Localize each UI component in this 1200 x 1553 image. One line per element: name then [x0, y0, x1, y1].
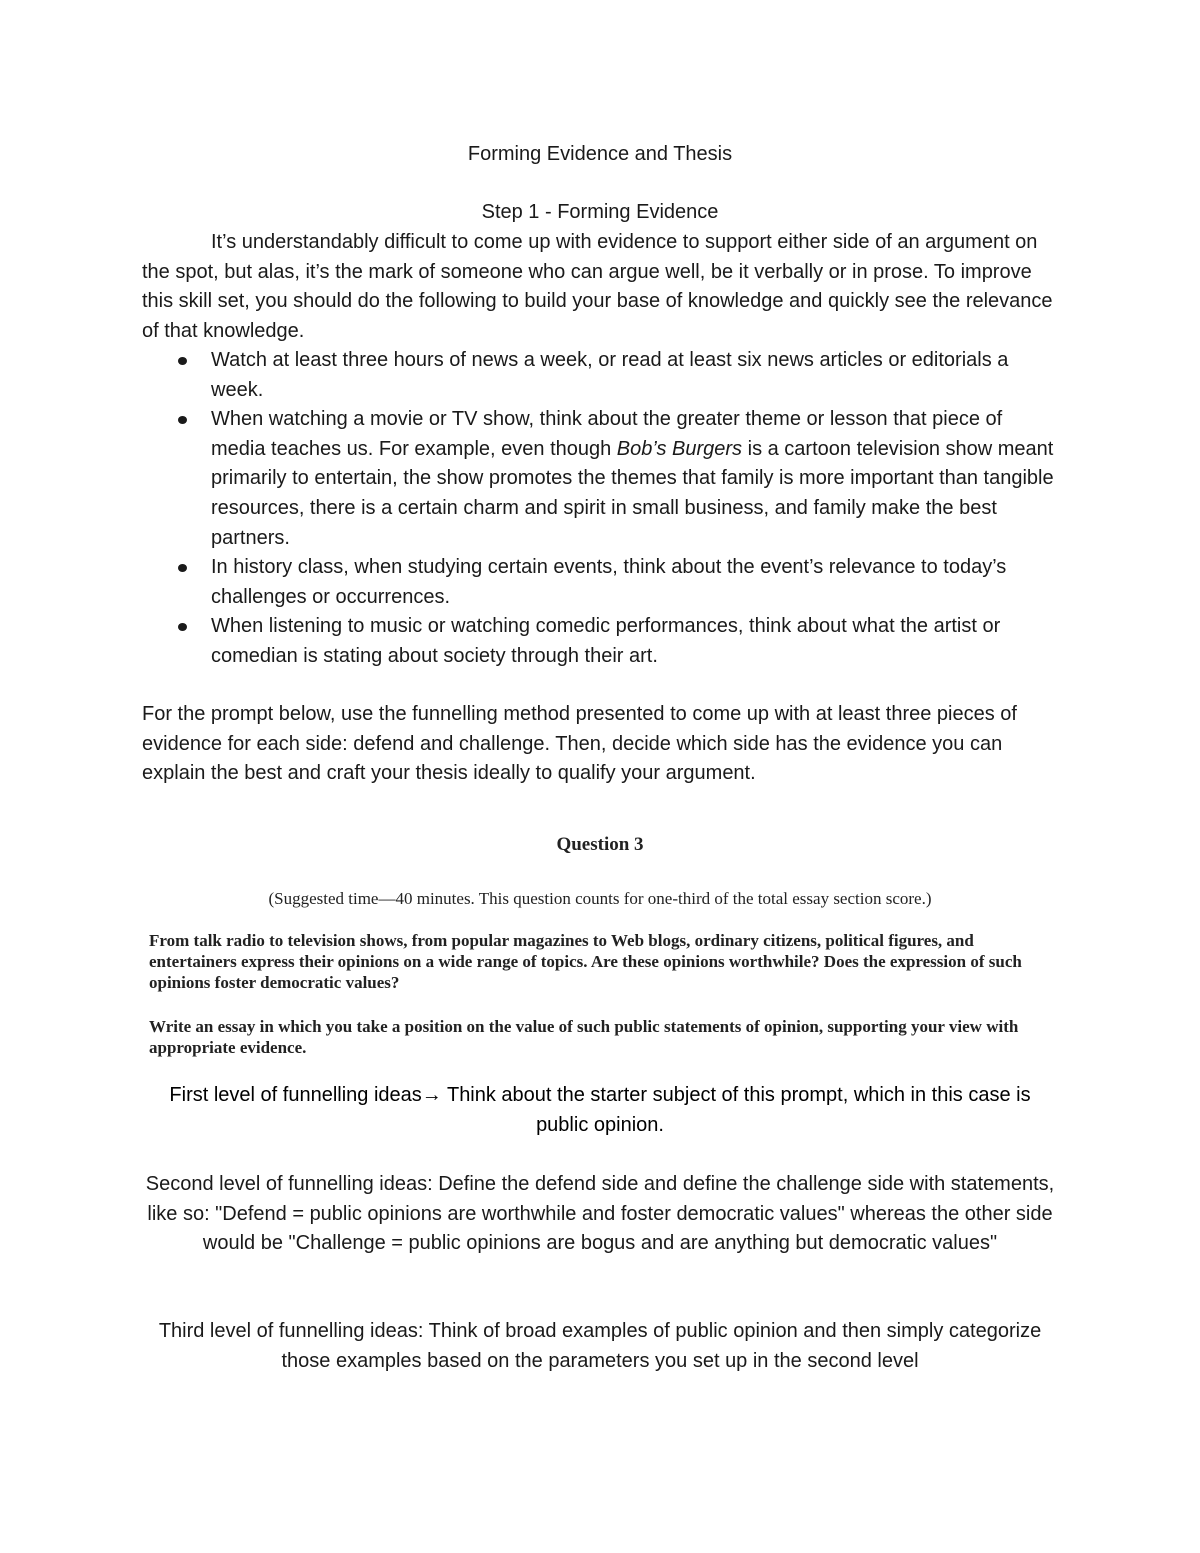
- second-level-funnelling: Second level of funnelling ideas: Define the defend side and define the challenge side with statements, like so: "Defend = public opinions are worthwhile and foster democratic values" whereas the other side would be "Challenge = public opinions are bogus and are anything but democratic values": [145, 1173, 1055, 1255]
- bullet-text-post: is a cartoon television show meant primarily to entertain, the show promotes the themes that family is more important than tangible resources, there is a certain charm and spirit in small business, and family make the best partners.: [211, 437, 1054, 549]
- bullet-text-pre: When watching a movie or TV show, think about the greater theme or lesson that piece of media teaches us. For example, even though: [211, 408, 1003, 460]
- bullet-text: When listening to music or watching comedic performances, think about what the artist or comedian is stating about society through their art.: [211, 615, 1001, 667]
- bullet-icon: [178, 623, 187, 631]
- list-item: [142, 612, 1062, 671]
- question-time-note: (Suggested time—40 minutes. This question counts for one-third of the total essay section score.): [268, 889, 932, 908]
- bullet-icon: [178, 357, 187, 365]
- bullet-icon: [178, 564, 187, 572]
- question-paragraph-2: Write an essay in which you take a position on the value of such public statements of opinion, supporting your view with appropriate evidence.: [149, 1017, 1019, 1057]
- bullet-text: In history class, when studying certain events, think about the event’s relevance to today’s challenges or occurrences.: [211, 556, 1007, 608]
- evidence-tips-list: [142, 346, 1062, 672]
- list-item: [142, 553, 1062, 612]
- third-level-funnelling: Third level of funnelling ideas: Think of broad examples of public opinion and then simply categorize those examples based on the parameters you set up in the second level: [158, 1320, 1042, 1372]
- question-paragraph-1: From talk radio to television shows, from popular magazines to Web blogs, ordinary citizens, political figures, and entertainers express their opinions on a wide range of topics. Are these opinions worthwhile? Does the expression of such opinions foster democratic values?: [149, 931, 1022, 992]
- question-title: Question 3: [556, 834, 644, 855]
- list-item: [142, 405, 1062, 553]
- list-item: [142, 346, 1062, 405]
- prompt-instructions: For the prompt below, use the funnelling method presented to come up with at least three pieces of evidence for each side: defend and challenge. Then, decide which side has the evidence you can explain the best and craft your thesis ideally to qualify your argument.: [142, 703, 1017, 785]
- bullet-text: Watch at least three hours of news a week, or read at least six news articles or editorials a week.: [211, 349, 1009, 401]
- bullet-icon: [178, 416, 187, 424]
- intro-paragraph: It’s understandably difficult to come up with evidence to support either side of an argument on the spot, but alas, it’s the mark of someone who can argue well, be it verbally or in prose. To improve this skill set, you should do the following to build your base of knowledge and quickly see the relevance of that knowledge.: [142, 231, 1053, 342]
- document-title: Forming Evidence and Thesis: [467, 143, 733, 165]
- first-level-funnelling: First level of funnelling ideas→ Think about the starter subject of this prompt, which in this case is public opinion.: [169, 1084, 1031, 1136]
- step-1-heading: Step 1 - Forming Evidence: [481, 201, 719, 223]
- show-title: Bob’s Burgers: [616, 437, 743, 460]
